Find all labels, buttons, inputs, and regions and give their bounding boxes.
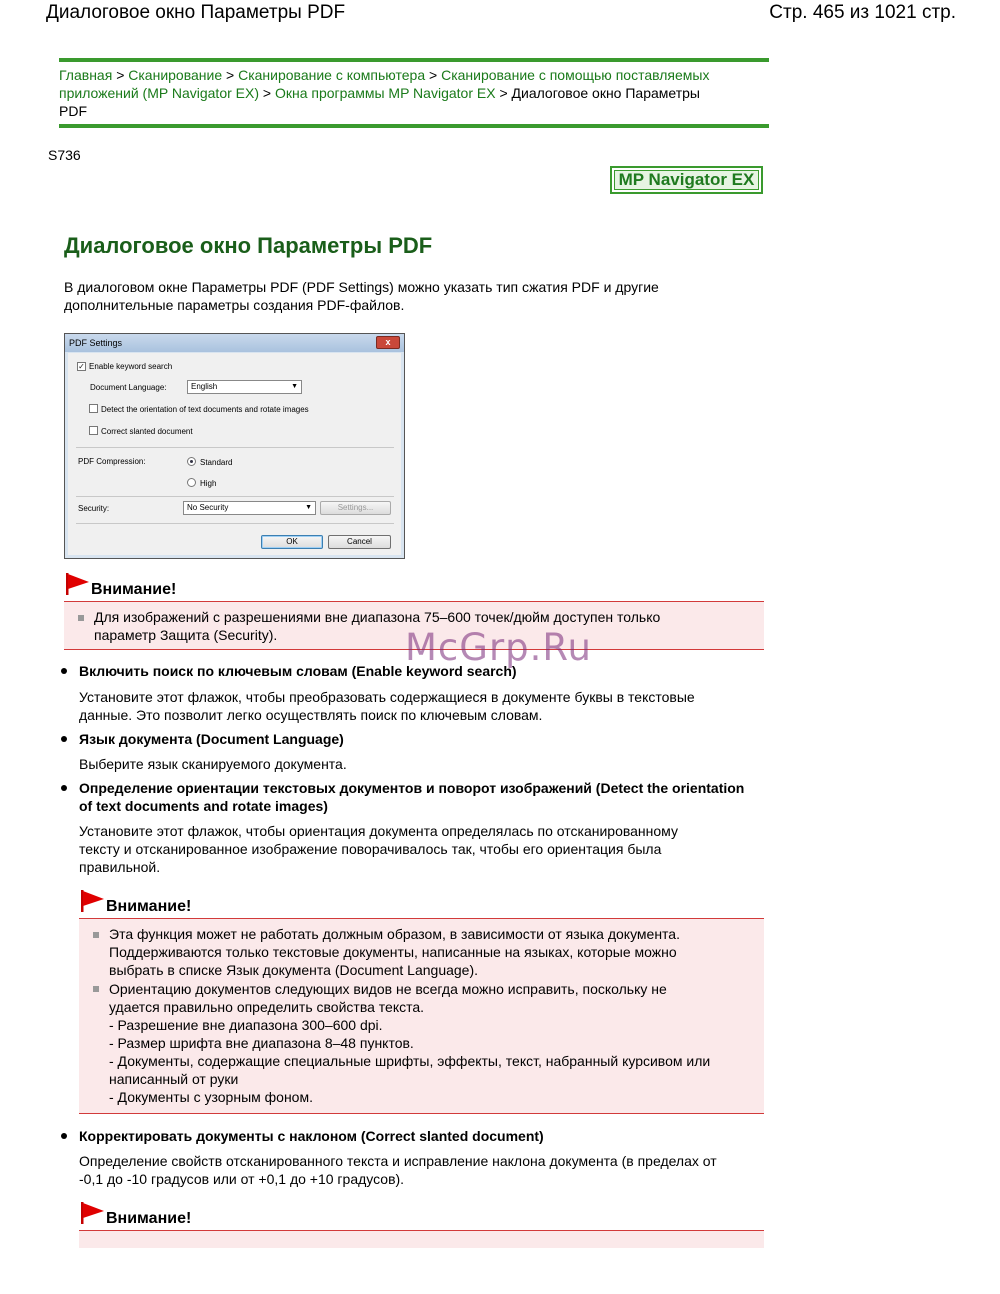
page-number: Стр. 465 из 1021 стр. (769, 2, 956, 23)
item-text: Установите этот флажок, чтобы преобразовать содержащиеся в документе буквы в текстовые данные. Это позволит легко осуществлять поиск по ключевым словам. (79, 689, 695, 723)
dialog-separator-3 (76, 523, 394, 524)
detect-orientation-label: Detect the orientation of text documents and rotate images (101, 405, 309, 414)
security-settings-button[interactable]: Settings... (320, 501, 391, 515)
warning-flag-icon (80, 1202, 104, 1224)
high-radio[interactable] (187, 478, 196, 487)
breadcrumb-link-scan-with-apps-2[interactable]: приложений (MP Navigator EX) (59, 85, 259, 101)
item-heading: Определение ориентации текстовых документов и поворот изображений (Detect the orientation of text documents and rotate images) (79, 780, 745, 814)
note-box (79, 1230, 764, 1248)
item-heading: Включить поиск по ключевым словам (Enable keyword search) (79, 663, 517, 679)
warning-flag-icon (80, 890, 104, 912)
correct-slanted-label: Correct slanted document (101, 427, 193, 436)
chevron-down-icon: ▼ (291, 383, 298, 390)
note-text: Ориентацию документов следующих видов не всегда можно исправить, поскольку не удается правильно определить свойства текста. - Разрешение вне диапазона 300–600 dpi. - Размер шрифта вне диапазона 8–48 пунктов. - Документы, содержащие специальные шрифты, эффекты, текст, набранный курсивом или написанный от руки - Документы с узорным фоном. (109, 981, 711, 1105)
page-title: Диалоговое окно Параметры PDF (64, 233, 433, 258)
bullet (61, 736, 67, 742)
mp-navigator-logo: MP Navigator EX (610, 166, 763, 194)
breadcrumb-link-scanning[interactable]: Сканирование (128, 67, 223, 83)
list-bullet (78, 615, 84, 621)
breadcrumb: Главная > Сканирование > Сканирование с компьютера > Сканирование с помощью поставляемых приложений (MP Navigator EX) > Окна программы MP Navigator EX > Диалоговое окно Параметры PDF (59, 67, 710, 119)
bullet (61, 1133, 67, 1139)
page-code: S736 (48, 147, 81, 163)
note-heading: Внимание! (106, 898, 192, 915)
pdf-settings-dialog (64, 333, 405, 559)
note-text: Для изображений с разрешениями вне диапазона 75–600 точек/дюйм доступен только параметр Защита (Security). (94, 609, 661, 643)
note-heading: Внимание! (106, 1210, 192, 1227)
item-text: Установите этот флажок, чтобы ориентация документа определялась по отсканированному тексту и отсканированное изображение поворачивалось так, чтобы его ориентация была правильной. (79, 823, 678, 875)
breadcrumb-link-program-windows[interactable]: Окна программы MP Navigator EX (274, 85, 496, 101)
breadcrumb-link-scan-from-computer[interactable]: Сканирование с компьютера (238, 67, 426, 83)
compression-label: PDF Compression: (78, 457, 146, 466)
breadcrumb-link-scan-with-apps[interactable]: Сканирование с помощью поставляемых (441, 67, 710, 83)
enable-keyword-label: Enable keyword search (89, 362, 173, 371)
cancel-button[interactable]: Cancel (328, 535, 391, 549)
security-select[interactable]: No Security ▼ (183, 501, 316, 515)
enable-keyword-checkbox[interactable]: ✓ (78, 362, 85, 371)
standard-radio[interactable] (187, 457, 196, 466)
breadcrumb-current-2: PDF (59, 103, 87, 119)
security-label: Security: (78, 504, 110, 513)
list-bullet (93, 932, 99, 938)
watermark: McGrp.Ru (405, 626, 592, 669)
item-text: Выберите язык сканируемого документа. (79, 756, 347, 772)
correct-slanted-checkbox[interactable] (89, 426, 98, 435)
page-header (46, 2, 956, 28)
detect-orientation-checkbox[interactable] (89, 404, 98, 413)
ok-button[interactable]: OK (261, 535, 323, 549)
breadcrumb-link-home[interactable]: Главная (59, 67, 113, 83)
dialog-body (68, 353, 401, 555)
dialog-title: PDF Settings (65, 334, 404, 352)
dialog-separator-2 (76, 496, 394, 497)
bullet (61, 785, 67, 791)
breadcrumb-divider (59, 124, 769, 128)
high-label: High (200, 479, 217, 488)
breadcrumb-current: Диалоговое окно Параметры (511, 85, 700, 101)
top-divider (59, 58, 769, 62)
bullet (61, 668, 67, 674)
doc-language-select[interactable]: English ▼ (187, 380, 302, 394)
note-box (79, 918, 764, 1114)
header-title: Диалоговое окно Параметры PDF (46, 2, 346, 23)
dialog-separator (76, 447, 394, 448)
note-heading: Внимание! (91, 581, 177, 598)
chevron-down-icon: ▼ (305, 504, 312, 511)
warning-flag-icon (65, 573, 89, 595)
intro-paragraph: В диалоговом окне Параметры PDF (PDF Settings) можно указать тип сжатия PDF и другие дополнительные параметры создания PDF-файлов. (64, 279, 659, 313)
close-icon[interactable]: x (376, 336, 400, 349)
item-text: Определение свойств отсканированного текста и исправление наклона документа (в пределах от -0,1 до -10 градусов или от +0,1 до +10 градусов). (79, 1153, 717, 1187)
item-heading: Корректировать документы с наклоном (Correct slanted document) (79, 1128, 544, 1144)
list-bullet (93, 986, 99, 992)
standard-label: Standard (200, 458, 233, 467)
doc-language-label: Document Language: (90, 383, 167, 392)
item-heading: Язык документа (Document Language) (79, 731, 344, 747)
note-text: Эта функция может не работать должным образом, в зависимости от языка документа. Поддерживаются только текстовые документы, написанные на языках, которые можно выбрать в списке Язык документа (Document Language). (109, 926, 680, 978)
